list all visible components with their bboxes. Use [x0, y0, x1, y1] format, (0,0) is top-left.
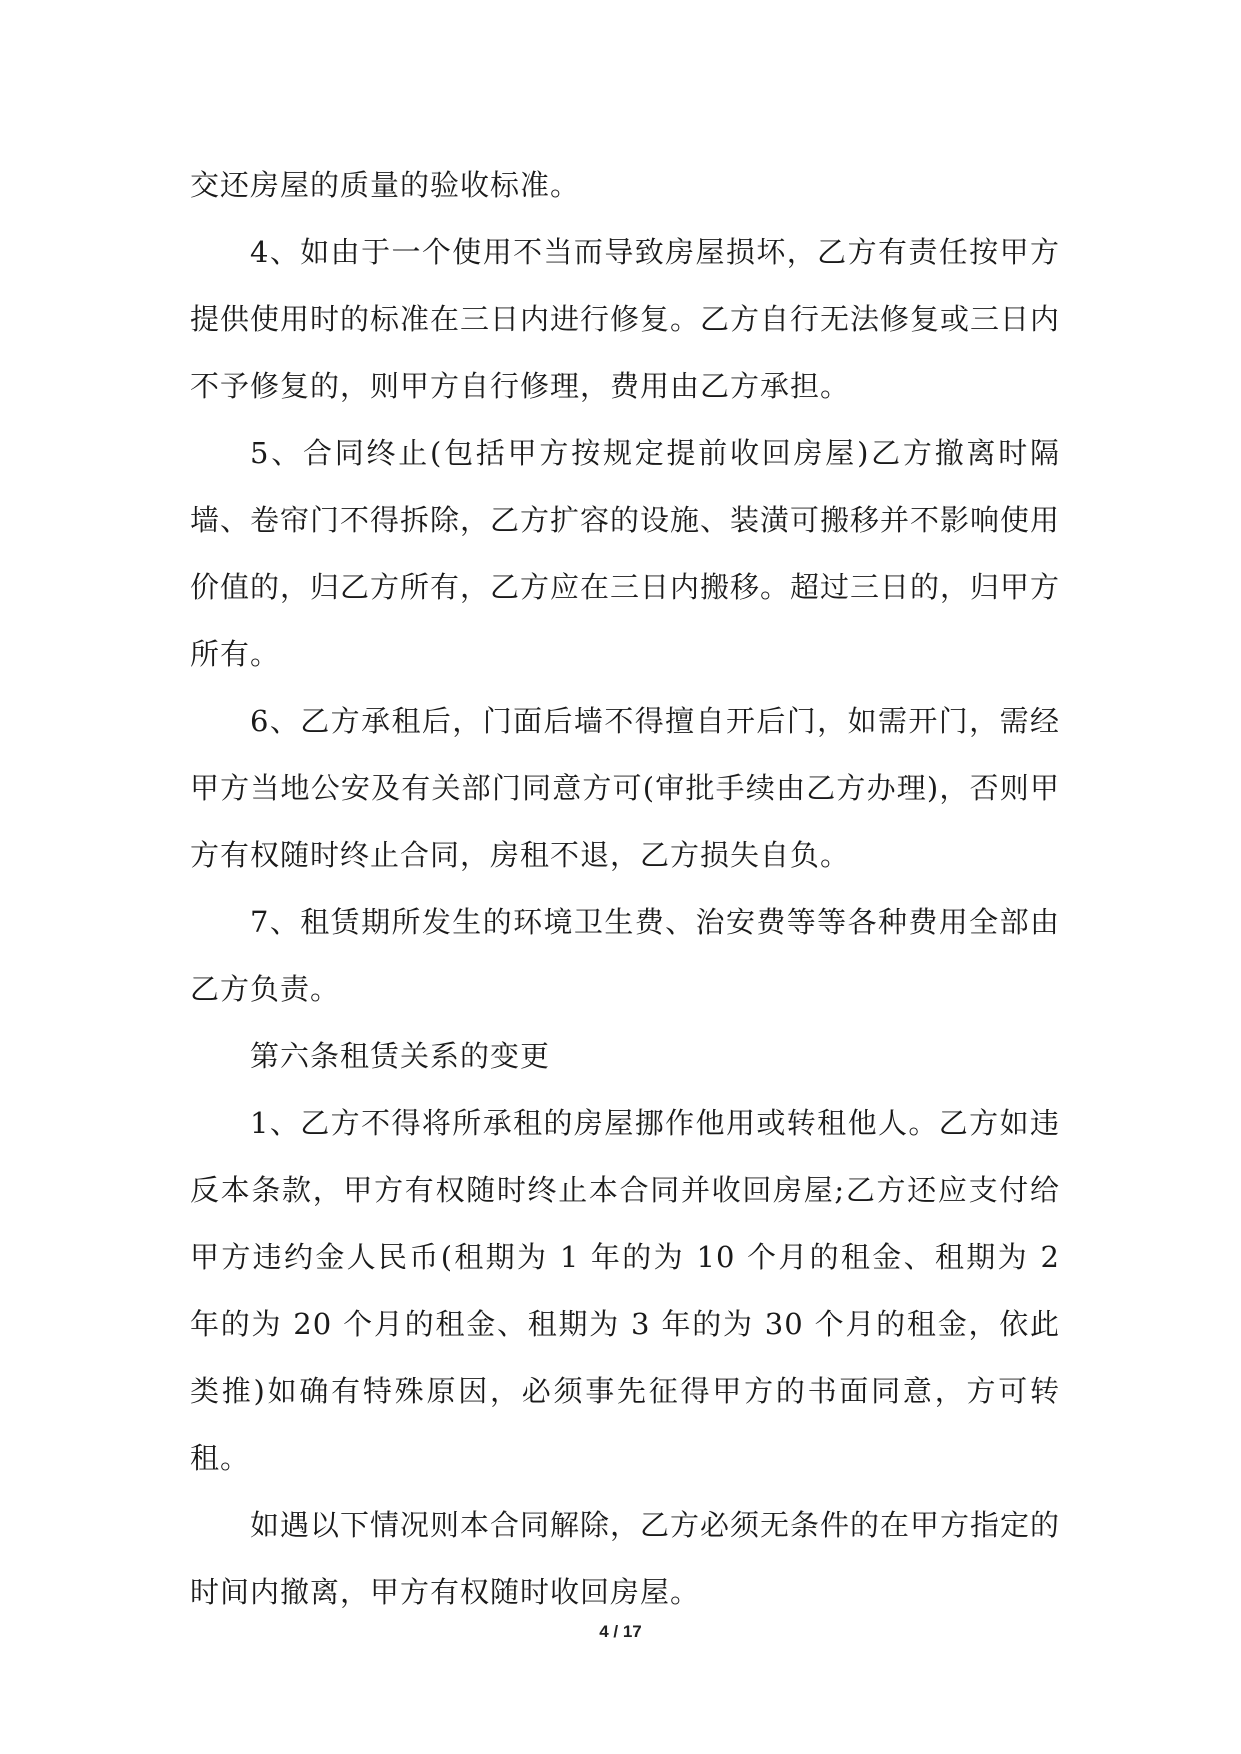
paragraph-clause-5: 5、合同终止(包括甲方按规定提前收回房屋)乙方撤离时隔墙、卷帘门不得拆除，乙方扩容的设施、装潢可搬移并不影响使用价值的，归乙方所有，乙方应在三日内搬移。超过三日的，归甲方所有。: [190, 436, 1061, 671]
paragraph-clause-7: 7、租赁期所发生的环境卫生费、治安费等等各种费用全部由乙方负责。: [190, 905, 1060, 1006]
paragraph-clause-4: 4、如由于一个使用不当而导致房屋损坏，乙方有责任按甲方提供使用时的标准在三日内进行修复。乙方自行无法修复或三日内不予修复的，则甲方自行修理，费用由乙方承担。: [190, 235, 1061, 403]
paragraph-termination-conditions: 如遇以下情况则本合同解除，乙方必须无条件的在甲方指定的时间内撤离，甲方有权随时收回房屋。: [190, 1508, 1061, 1609]
paragraph-article-6-clause-1: 1、乙方不得将所承租的房屋挪作他用或转租他人。乙方如违反本条款，甲方有权随时终止本合同并收回房屋;乙方还应支付给甲方违约金人民币(租期为 1 年的为 10 个月的租金、租期为 2 年的为 20 个月的租金、租期为 3 年的为 30 个月的租金，依此类推)如确有特殊原因，必须事先征得甲方的书面同意，方可转租。: [190, 1106, 1060, 1475]
page-number: 4 / 17: [599, 1622, 642, 1641]
section-heading-article-6: 第六条租赁关系的变更: [250, 1039, 551, 1073]
paragraph-clause-6: 6、乙方承租后，门面后墙不得擅自开后门，如需开门，需经甲方当地公安及有关部门同意方可(审批手续由乙方办理)，否则甲方有权随时终止合同，房租不退，乙方损失自负。: [190, 704, 1060, 872]
paragraph-quality-standard: 交还房屋的质量的验收标准。: [190, 168, 581, 202]
document-body: [190, 152, 1060, 1626]
